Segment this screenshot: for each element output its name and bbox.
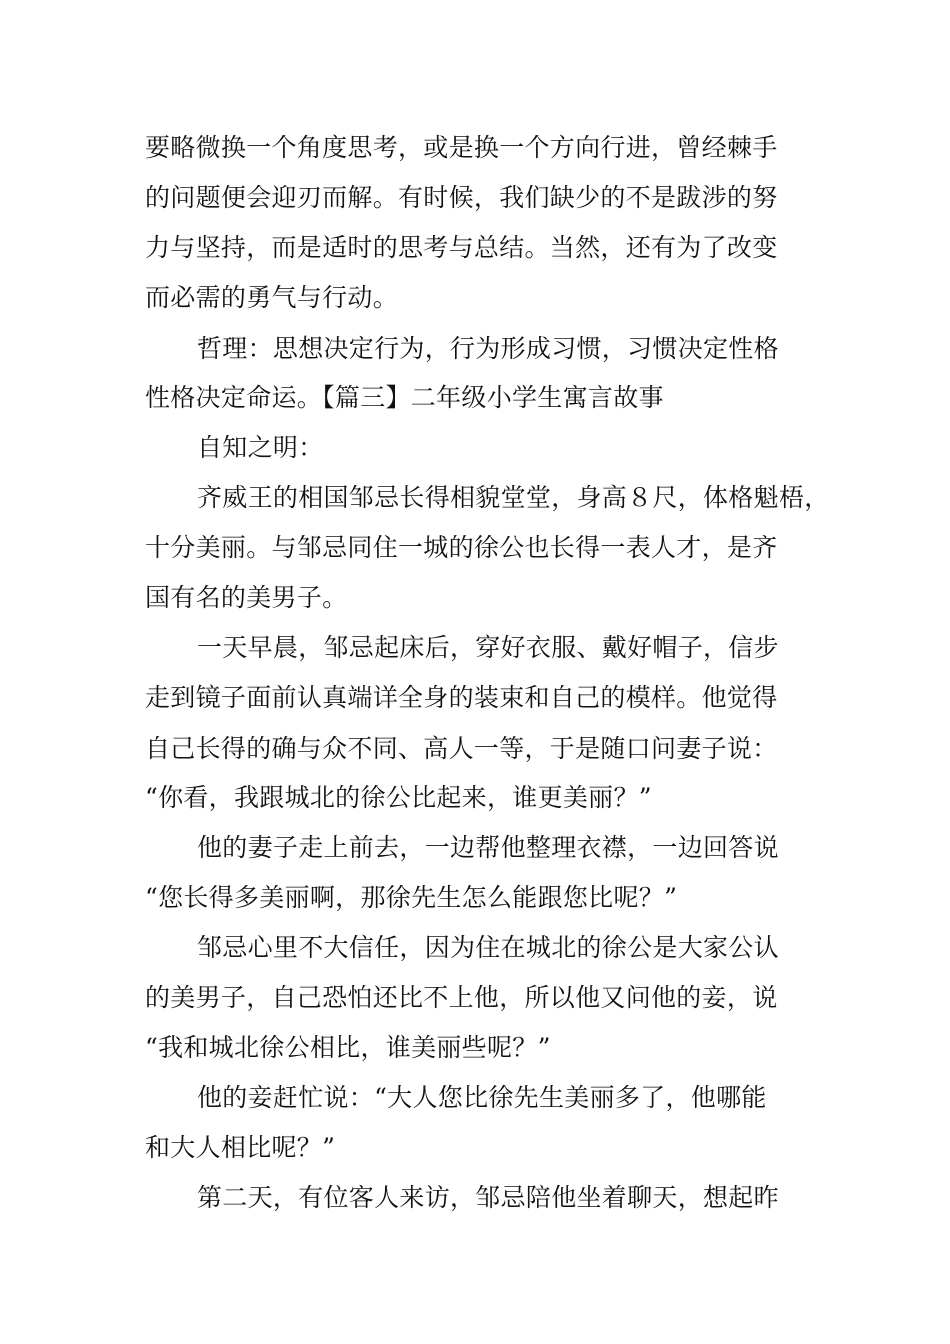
text-line: 性格决定命运。【篇三】二年级小学生寓言故事 <box>145 383 664 412</box>
text-line: 力与坚持，而是适时的思考与总结。当然，还有为了改变 <box>145 233 778 262</box>
text-line: “你看，我跟城北的徐公比起来，谁更美丽？” <box>145 783 652 812</box>
text-line: 十分美丽。与邹忌同住一城的徐公也长得一表人才，是齐 <box>145 533 778 562</box>
text-line: 要略微换一个角度思考，或是换一个方向行进，曾经棘手 <box>145 133 778 162</box>
text-line: 他的妾赶忙说：“大人您比徐先生美丽多了，他哪能 <box>197 1083 767 1112</box>
text-line: “我和城北徐公相比，谁美丽些呢？” <box>145 1033 551 1062</box>
text-line: 第二天，有位客人来访，邹忌陪他坐着聊天，想起昨 <box>197 1183 779 1212</box>
text-line: 和大人相比呢？” <box>145 1133 336 1162</box>
text-line: 走到镜子面前认真端详全身的装束和自己的模样。他觉得 <box>145 683 778 712</box>
text-line: 而必需的勇气与行动。 <box>145 283 399 312</box>
text-line: 的美男子，自己恐怕还比不上他，所以他又问他的妾，说 <box>145 983 778 1012</box>
text-line: 自知之明： <box>197 433 324 462</box>
text-line: 自己长得的确与众不同、高人一等，于是随口问妻子说： <box>145 734 778 763</box>
text-line: 哲理：思想决定行为，行为形成习惯，习惯决定性格 <box>197 334 779 363</box>
text-line: 邹忌心里不大信任，因为住在城北的徐公是大家公认 <box>197 933 779 962</box>
text-line: 国有名的美男子。 <box>145 583 348 612</box>
text-line: 齐威王的相国邹忌长得相貌堂堂，身高８尺，体格魁梧， <box>197 483 830 512</box>
text-line: “您长得多美丽啊，那徐先生怎么能跟您比呢？” <box>145 883 678 912</box>
text-line: 他的妻子走上前去，一边帮他整理衣襟，一边回答说 <box>197 833 779 862</box>
text-line: 的问题便会迎刃而解。有时候，我们缺少的不是跋涉的努 <box>145 183 778 212</box>
text-line: 一天早晨，邹忌起床后，穿好衣服、戴好帽子，信步 <box>197 633 779 662</box>
